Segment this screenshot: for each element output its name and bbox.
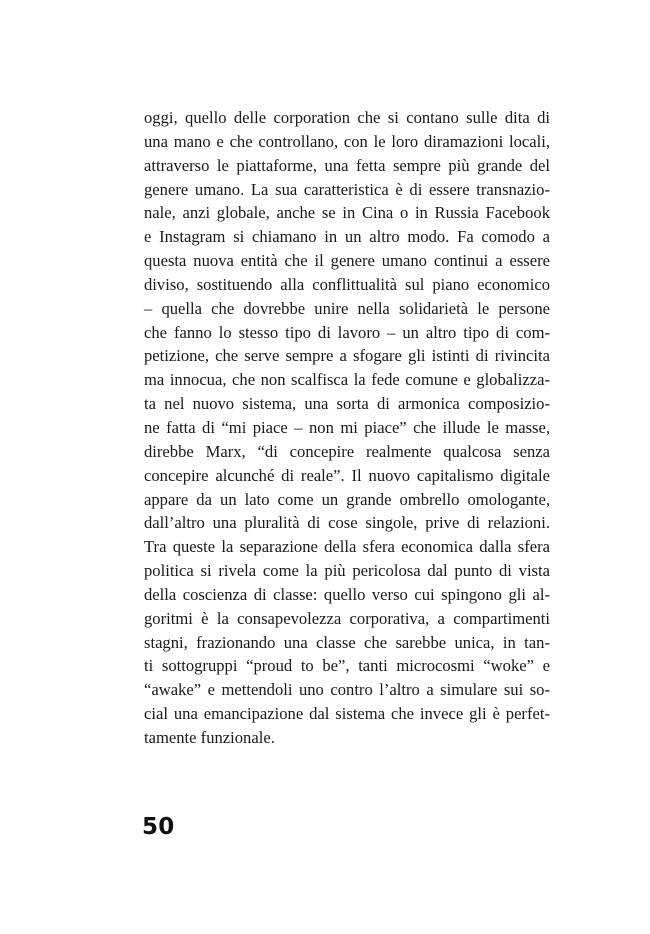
text-line: della coscienza di classe: quello verso cui spingono gli al- bbox=[144, 584, 550, 604]
text-line: ma innocua, che non scalfisca la fede comune e globalizza- bbox=[144, 370, 550, 390]
text-line: “awake” e mettendoli uno contro l’altro a simulare sui so- bbox=[144, 680, 550, 700]
text-line: una mano e che controllano, con le loro diramazioni locali, bbox=[144, 131, 550, 151]
text-line: politica si rivela come la più pericolosa dal punto di vista bbox=[144, 561, 550, 581]
text-line: Tra queste la separazione della sfera economica dalla sfera bbox=[144, 537, 550, 557]
text-line: oggi, quello delle corporation che si contano sulle dita di bbox=[144, 108, 550, 127]
text-line: appare da un lato come un grande ombrello omologante, bbox=[144, 489, 550, 509]
text-line: che fanno lo stesso tipo di lavoro – un altro tipo di com- bbox=[144, 322, 550, 342]
text-line: diviso, sostituendo alla conflittualità sul piano economico bbox=[144, 274, 550, 294]
text-line: ti sottogruppi “proud to be”, tanti microcosmi “woke” e bbox=[144, 656, 550, 676]
page-number: 50 bbox=[142, 814, 175, 840]
text-line: ta nel nuovo sistema, una sorta di armonica composizio- bbox=[144, 394, 550, 414]
text-line: goritmi è la consapevolezza corporativa, a compartimenti bbox=[144, 608, 550, 628]
text-line: – quella che dovrebbe unire nella solidarietà le persone bbox=[144, 298, 550, 318]
text-line: questa nuova entità che il genere umano continui a essere bbox=[144, 251, 550, 271]
text-line: direbbe Marx, “di concepire realmente qualcosa senza bbox=[144, 441, 550, 461]
text-line: attraverso le piattaforme, una fetta sempre più grande del bbox=[144, 155, 550, 175]
text-line: nale, anzi globale, anche se in Cina o in Russia Facebook bbox=[144, 203, 550, 223]
text-line: genere umano. La sua caratteristica è di essere transnazio- bbox=[144, 179, 550, 199]
text-line: concepire alcunché di reale”. Il nuovo capitalismo digitale bbox=[144, 465, 550, 485]
text-line: cial una emancipazione dal sistema che invece gli è perfet- bbox=[144, 704, 550, 724]
text-line: e Instagram si chiamano in un altro modo. Fa comodo a bbox=[144, 227, 550, 247]
body-text bbox=[144, 106, 550, 750]
text-line: dall’altro una pluralità di cose singole, prive di relazioni. bbox=[144, 513, 550, 533]
text-line: stagni, frazionando una classe che sarebbe unica, in tan- bbox=[144, 632, 550, 652]
text-line: ne fatta di “mi piace – non mi piace” che illude le masse, bbox=[144, 417, 550, 437]
text-line: tamente funzionale. bbox=[144, 727, 275, 747]
text-line: petizione, che serve sempre a sfogare gli istinti di rivincita bbox=[144, 346, 550, 366]
